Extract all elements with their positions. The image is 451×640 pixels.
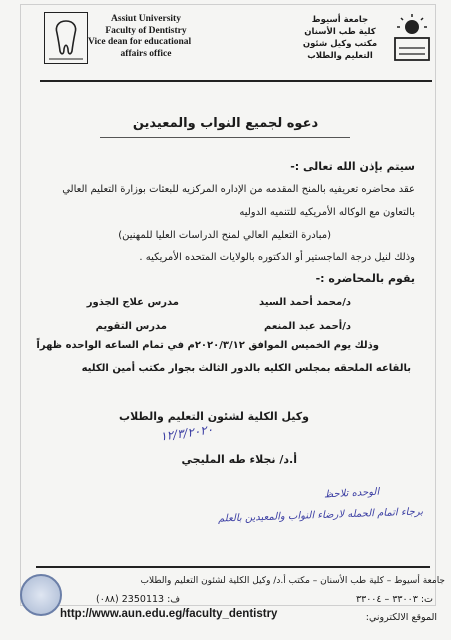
footer-website-link[interactable]: http://www.aun.edu.eg/faculty_dentistry <box>60 608 278 620</box>
speaker-1-name: د/محمد أحمد السيد <box>259 297 351 308</box>
speakers-heading: يقوم بالمحاضره :- <box>315 272 415 285</box>
signature-name: أ.د/ نجلاء طه المليجي <box>181 453 297 466</box>
handwritten-note-line-1: الوحده تلاحظ <box>323 486 380 501</box>
speaker-2-role: مدرس التقويم <box>95 321 167 332</box>
emblem-icon <box>20 574 62 616</box>
english-office-line2: affairs office <box>120 48 172 59</box>
arabic-university-name: جامعة أسيوط <box>311 15 369 25</box>
greeting-line: سيتم بإذن الله تعالى :- <box>290 160 415 173</box>
signature-title: وكيل الكلية لشئون التعليم والطلاب <box>119 410 309 423</box>
body-line-4: وذلك لنيل درجة الماجستير أو الدكتوره بالولايات المتحده الأمريكيه . <box>139 252 415 263</box>
event-when: وذلك يوم الخميس الموافق ٢٠٢٠/٣/١٢م في تمام الساعه الواحده ظهراً <box>36 340 379 351</box>
english-office-line1: Vice dean for educational <box>88 37 192 47</box>
english-faculty-name: Faculty of Dentistry <box>105 25 187 36</box>
body-line-1: عقد محاضره تعريفيه بالمنح المقدمه من الإداره المركزيه للبعثات بوزارة التعليم العالي <box>62 184 415 195</box>
arabic-office-line1: مكتب وكيل شئون <box>302 39 378 49</box>
page-title: دعوه لجميع النواب والمعيدين <box>132 116 319 131</box>
footer-address: جامعة أسيوط – كلية طب الأسنان – مكتب أ.د/ وكيل الكلية لشئون التعليم والطلاب <box>140 576 445 586</box>
arabic-faculty-name: كلية طب الأسنان <box>304 27 376 37</box>
faculty-logo-icon <box>44 12 88 64</box>
header-arabic <box>285 14 395 62</box>
footer-phone: ت: ٣٣٠٠٣ – ٣٣٠٠٤ <box>356 594 433 605</box>
title-underline <box>100 137 350 138</box>
handwritten-note-line-2: برجاء اتمام الحمله لارضاء النواب والمعيدين بالعلم <box>217 506 424 525</box>
event-where: بالقاعه الملحقه بمجلس الكليه بالدور الثالث بجوار مكتب أمين الكليه <box>81 363 411 374</box>
footer-web-label: الموقع الالكتروني: <box>365 612 437 623</box>
speaker-2-name: د/أحمد عبد المنعم <box>263 321 351 332</box>
body-line-2: بالتعاون مع الوكاله الأمريكيه للتنميه الدوليه <box>239 207 415 218</box>
footer-divider <box>36 566 430 568</box>
header-english <box>88 14 204 60</box>
english-university-name: Assiut University <box>111 14 181 24</box>
speaker-1-role: مدرس علاج الجذور <box>86 297 179 308</box>
body-line-3: (مبادرة التعليم العالي لمنح الدراسات العليا للمهنين) <box>118 230 331 241</box>
signature-handwritten-date: ١٢/٣/٢٠٢٠ <box>159 422 214 444</box>
university-logo-icon <box>389 12 431 62</box>
footer-fax: ف: 2350113 (٠٨٨) <box>96 594 181 605</box>
arabic-office-line2: التعليم والطلاب <box>307 51 373 61</box>
header-divider <box>40 80 432 82</box>
